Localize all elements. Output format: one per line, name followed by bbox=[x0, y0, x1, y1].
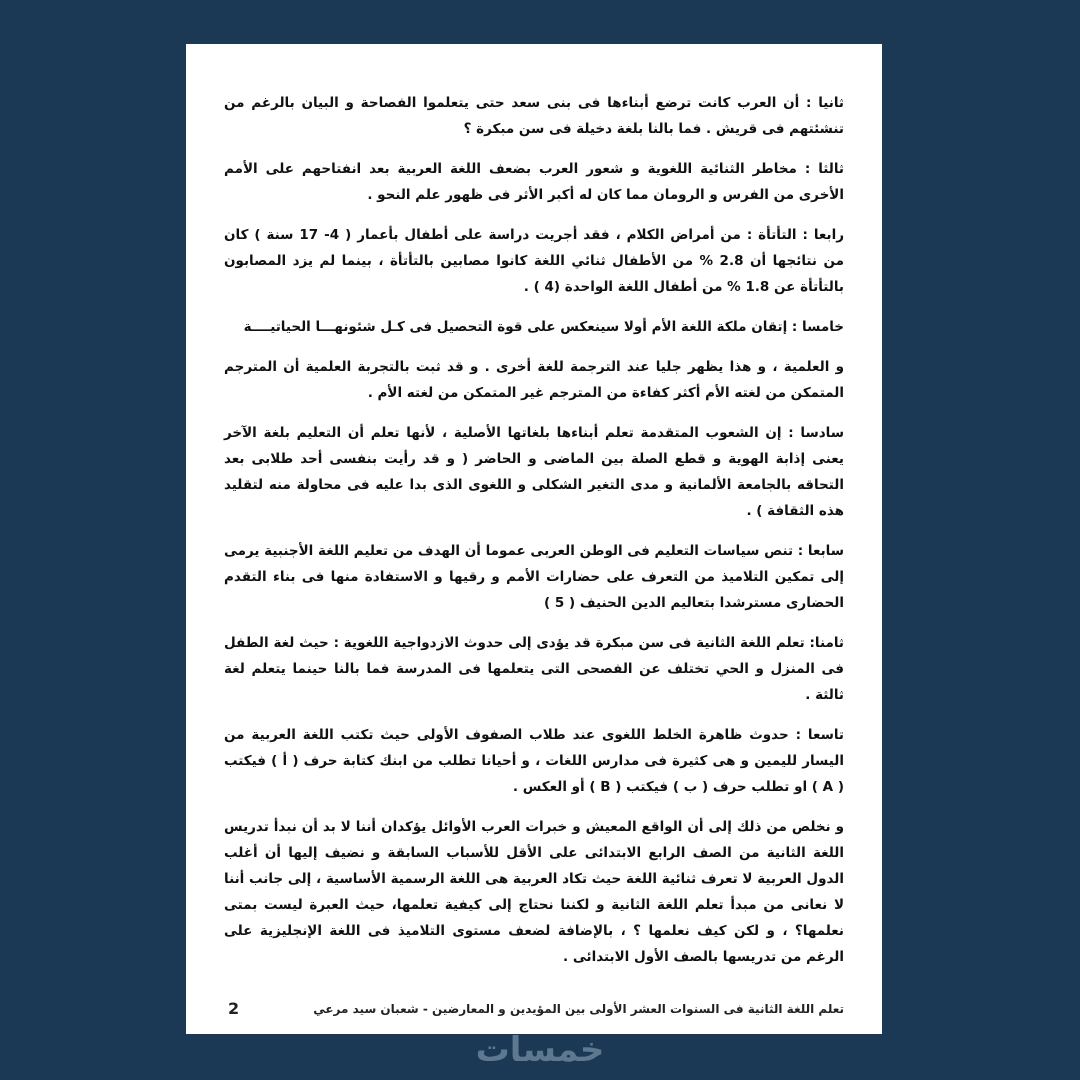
paragraph-sixth-reason: سادسا : إن الشعوب المتقدمة تعلم أبناءها بلغاتها الأصلية ، لأنها تعلم أن التعليم بلغة الآخر يعنى إذابة الهوية و قطع الصلة بين الماضى و الحاضر ( و قد رأيت بنفسى أحد طلابى بعد التحاقه بالجامعة الألمانية و مدى التغير الشكلى و اللغوى الذى بدا عليه فى محاولة منه لتقليد هذه الثقافة ) . bbox=[224, 425, 844, 519]
paragraph-fifth-reason: خامسا : إتقان ملكة اللغة الأم أولا سينعكس على قوة التحصيل فى كـل شئونهـــا الحياتيــــة bbox=[243, 319, 844, 335]
document-page bbox=[186, 44, 882, 1034]
paragraph-ninth-reason: تاسعا : حدوث ظاهرة الخلط اللغوى عند طلاب الصفوف الأولى حيث تكتب اللغة العربية من اليسار لليمين و هى كثيرة فى مدارس اللغات ، و أحيانا تطلب من ابنك كتابة حرف ( أ ) فيكتب ( A ) او تطلب حرف ( ب ) فيكتب ( B ) أو العكس . bbox=[224, 727, 844, 795]
paragraph-seventh-reason: سابعا : تنص سياسات التعليم فى الوطن العربى عموما أن الهدف من تعليم اللغة الأجنبية يرمى إلى تمكين التلاميذ من التعرف على حضارات الأمم و رقيها و الاستفادة منها فى بناء التقدم الحضارى مسترشدا بتعاليم الدين الحنيف ( 5 ) bbox=[224, 543, 844, 611]
paragraph-third-reason: ثالثا : مخاطر الثنائية اللغوية و شعور العرب بضعف اللغة العربية بعد انفتاحهم على الأمم الأخرى من الفرس و الرومان مما كان له أكبر الأثر فى ظهور علم النحو . bbox=[224, 161, 844, 203]
footer-title: تعلم اللغة الثانية فى السنوات العشر الأولى بين المؤيدين و المعارضين - شعبان سيد مرعي bbox=[313, 1001, 844, 1016]
paragraph-fifth-reason-continued: و العلمية ، و هذا يظهر جليا عند الترجمة للغة أخرى . و قد ثبت بالتجربة العلمية أن المترجم المتمكن من لغته الأم أكثر كفاءة من المترجم غير المتمكن من لغته الأم . bbox=[224, 359, 844, 401]
paragraph-eighth-reason: ثامنا: تعلم اللغة الثانية فى سن مبكرة قد يؤدى إلى حدوث الازدواجية اللغوية : حيث لغة الطفل فى المنزل و الحي تختلف عن الفصحى التى يتعلمها فى المدرسة فما بالنا حينما يتعلم لغة ثالثة . bbox=[224, 635, 844, 703]
page-footer bbox=[224, 999, 844, 1018]
page-number: 2 bbox=[228, 999, 240, 1018]
paragraph-second-reason: ثانيا : أن العرب كانت ترضع أبناءها فى بنى سعد حتى يتعلموا الفصاحة و البيان بالرغم من تنشئتهم فى قريش . فما بالنا بلغة دخيلة فى سن مبكرة ؟ bbox=[224, 95, 844, 137]
paragraph-fourth-reason: رابعا : التأتأة : من أمراض الكلام ، فقد أجريت دراسة على أطفال بأعمار ( 4- 17 سنة ) كان من نتائجها أن 2.8 % من الأطفال ثنائي اللغة كانوا مصابين بالتأتأة ، بينما لم يزد المصابون بالتأتأة عن 1.8 % من أطفال اللغة الواحدة (4 ) . bbox=[224, 227, 844, 295]
site-watermark: خمسات bbox=[475, 1030, 605, 1070]
paragraph-conclusion: و نخلص من ذلك إلى أن الواقع المعيش و خبرات العرب الأوائل يؤكدان أننا لا بد أن نبدأ تدريس اللغة الثانية من الصف الرابع الابتدائى على الأقل للأسباب السابقة و نضيف إليها أن أغلب الدول العربية لا تعرف ثنائية اللغة حيث تكاد العربية هى اللغة الرسمية الأساسية ، إلى جانب أننا لا نعانى من مبدأ تعلم اللغة الثانية و لكننا نحتاج إلى كيفية تعلمها، حيث العبرة ليست بمتى نعلمها؟ ، و لكن كيف نعلمها ؟ ، بالإضافة لضعف مستوى التلاميذ فى اللغة الإنجليزية على الرغم من تدريسها بالصف الأول الابتدائى . bbox=[224, 819, 844, 965]
